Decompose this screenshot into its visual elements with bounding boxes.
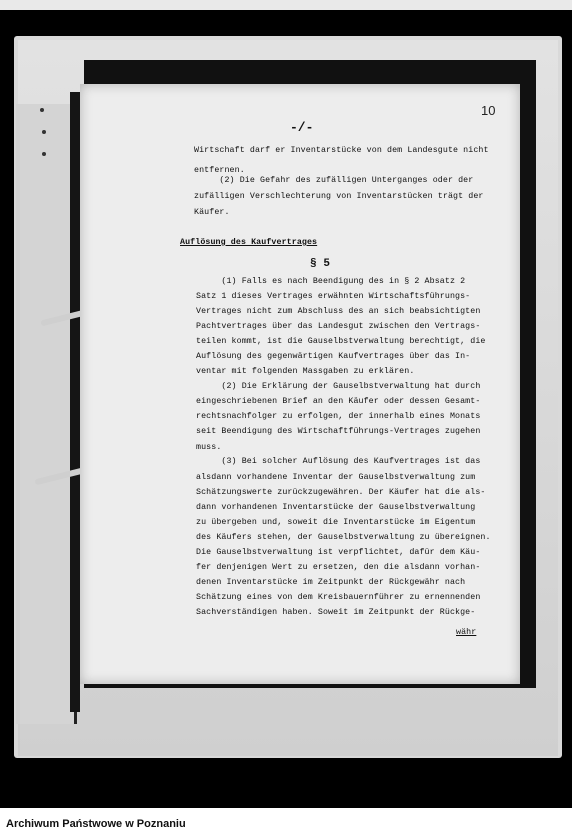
text-line: denen Inventarstücke im Zeitpunkt der Rückgewähr nach — [196, 578, 466, 587]
text-line: eingeschriebenen Brief an den Käufer oder dessen Gesamt- — [196, 397, 481, 406]
text-line: zufälligen Verschlechterung von Inventarstücken trägt der — [194, 192, 484, 201]
text-line: (3) Bei solcher Auflösung des Kaufvertrages ist das — [196, 457, 481, 466]
text-line: Die Gauselbstverwaltung ist verpflichtet, dafür dem Käu- — [196, 548, 481, 557]
page-number: 10 — [481, 103, 496, 118]
text-line: Käufer. — [194, 208, 230, 217]
text-line: Wirtschaft darf er Inventarstücke von dem Landesgute nicht — [194, 146, 489, 155]
text-line: Satz 1 dieses Vertrages erwähnten Wirtschaftsführungs- — [196, 292, 471, 301]
archive-footer — [0, 808, 572, 840]
text-line: teilen kommt, ist die Gauselbstverwaltung berechtigt, die — [196, 337, 486, 346]
section-heading: Auflösung des Kaufvertrages — [180, 238, 318, 247]
text-line: Schätzung eines von dem Kreisbauernführer zu ernennenden — [196, 593, 481, 602]
text-line: Schätzungswerte zurückzugewähren. Der Käufer hat die als- — [196, 488, 486, 497]
left-sheet — [16, 104, 77, 724]
text-line: Pachtvertrages über das Landesgut zwischen den Vertrags- — [196, 322, 481, 331]
text-line: entfernen. — [194, 166, 245, 175]
text-line: alsdann vorhandene Inventar der Gauselbstverwaltung zum — [196, 473, 476, 482]
text-line: dann vorhandenen Inventarstücke der Gauselbstverwaltung — [196, 503, 476, 512]
punch-dot — [40, 108, 44, 112]
text-line: Sachverständigen haben. Soweit im Zeitpunkt der Rückge- — [196, 608, 476, 617]
page-mark: -/- — [290, 120, 314, 135]
text-line: fer denjenigen Wert zu ersetzen, den die alsdann vorhan- — [196, 563, 481, 572]
document-page — [80, 84, 520, 684]
text-line: seit Beendigung des Wirtschaftführungs-Vertrages zugehen — [196, 427, 481, 436]
text-line: Auflösung des gegenwärtigen Kaufvertrages über das In- — [196, 352, 471, 361]
section-number: § 5 — [310, 258, 331, 270]
punch-dot — [42, 130, 46, 134]
text-line: zu übergeben und, soweit die Inventarstücke im Eigentum — [196, 518, 476, 527]
text-line: (2) Die Gefahr des zufälligen Unterganges oder der — [194, 176, 474, 185]
punch-dot — [42, 152, 46, 156]
archive-name: Archiwum Państwowe w Poznaniu — [6, 818, 186, 830]
binder-spine — [70, 92, 80, 712]
text-line: des Käufers stehen, der Gauselbstverwaltung zu übereignen. — [196, 533, 491, 542]
text-line: Vertrages nicht zum Abschluss des an sich beabsichtigten — [196, 307, 481, 316]
text-line: (2) Die Erklärung der Gauselbstverwaltung hat durch — [196, 382, 481, 391]
text-line: muss. — [196, 443, 222, 452]
text-line: (1) Falls es nach Beendigung des in § 2 Absatz 2 — [196, 277, 466, 286]
catchword: währ — [456, 628, 477, 637]
text-line: rechtsnachfolger zu erfolgen, der innerhalb eines Monats — [196, 412, 481, 421]
text-line: ventar mit folgenden Massgaben zu erklären. — [196, 367, 415, 376]
top-strip — [0, 0, 572, 10]
